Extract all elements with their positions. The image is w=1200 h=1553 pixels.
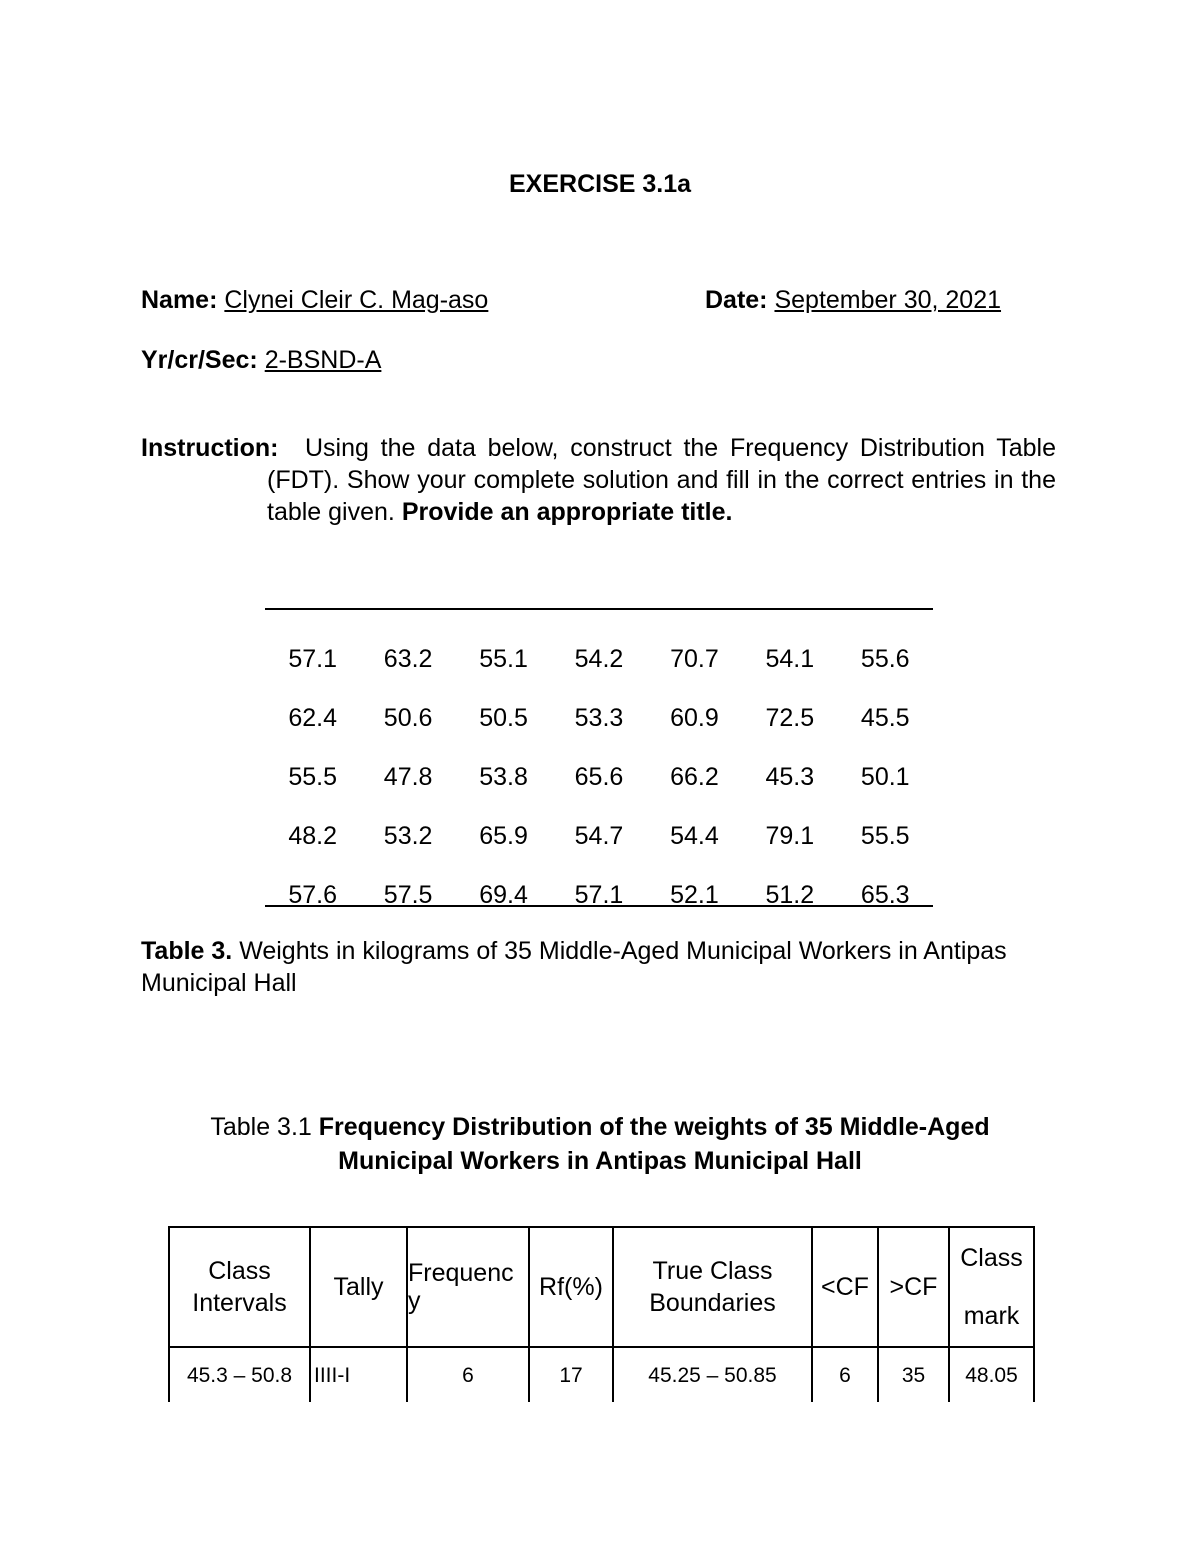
header-class-intervals bbox=[169, 1227, 310, 1347]
page-title: EXERCISE 3.1a bbox=[508, 170, 692, 198]
fdt-title-line2: Municipal Workers in Antipas Municipal Hall bbox=[338, 1147, 862, 1175]
data-cell: 53.8 bbox=[479, 763, 528, 791]
page-cutoff bbox=[0, 1402, 1200, 1553]
name-label: Name: bbox=[141, 286, 218, 314]
header-class-mark-line1: Class bbox=[960, 1244, 1023, 1272]
data-cell: 62.4 bbox=[288, 704, 338, 732]
table3-caption bbox=[141, 935, 1041, 999]
data-cell: 72.5 bbox=[765, 704, 815, 732]
data-cell: 55.1 bbox=[479, 645, 528, 673]
header-rf: Rf(%) bbox=[529, 1227, 613, 1347]
cell-class-mark: 48.05 bbox=[949, 1347, 1034, 1404]
data-bottom-rule bbox=[265, 905, 933, 907]
header-class-intervals-line2: Intervals bbox=[192, 1289, 287, 1317]
data-top-rule bbox=[265, 608, 933, 610]
name-value: Clynei Cleir C. Mag-aso bbox=[224, 286, 489, 314]
date-label: Date: bbox=[705, 286, 768, 314]
header-class-intervals-line1: Class bbox=[208, 1257, 271, 1285]
fdt-title-line1-wrap bbox=[0, 1110, 1200, 1144]
cell-less-cf: 6 bbox=[812, 1347, 878, 1404]
cell-frequency: 6 bbox=[407, 1347, 529, 1404]
data-cell: 54.1 bbox=[765, 645, 815, 673]
header-class-mark bbox=[949, 1227, 1034, 1347]
fdt-title-line2-wrap bbox=[0, 1144, 1200, 1178]
header-boundaries-line1: True Class bbox=[652, 1257, 773, 1285]
data-cell: 50.6 bbox=[383, 704, 433, 732]
section-label: Yr/cr/Sec: bbox=[141, 346, 258, 374]
header-tally: Tally bbox=[310, 1227, 407, 1347]
data-cell: 54.7 bbox=[574, 822, 624, 850]
data-cell: 52.1 bbox=[670, 881, 719, 909]
header-frequency-line2: y bbox=[408, 1287, 421, 1315]
instruction-emphasis: Provide an appropriate title. bbox=[401, 498, 733, 526]
data-cell: 54.2 bbox=[574, 645, 624, 673]
raw-data-table bbox=[265, 630, 933, 925]
data-cell: 51.2 bbox=[765, 881, 815, 909]
header-frequency-line1: Frequenc bbox=[408, 1259, 514, 1287]
data-cell: 65.6 bbox=[574, 763, 624, 791]
data-cell: 57.1 bbox=[288, 645, 338, 673]
table3-caption-label: Table 3. bbox=[141, 937, 233, 965]
instruction-text-wrap bbox=[267, 432, 1056, 528]
cell-greater-cf: 35 bbox=[878, 1347, 949, 1404]
section-value: 2-BSND-A bbox=[264, 346, 382, 374]
instruction-block bbox=[141, 432, 1056, 528]
cell-tally: IIII-I bbox=[310, 1347, 407, 1404]
cell-boundaries: 45.25 – 50.85 bbox=[613, 1347, 812, 1404]
header-frequency bbox=[407, 1227, 529, 1347]
data-cell: 79.1 bbox=[765, 822, 815, 850]
data-cell: 60.9 bbox=[670, 704, 719, 732]
data-row bbox=[265, 807, 933, 866]
data-cell: 57.6 bbox=[288, 881, 338, 909]
data-cell: 53.2 bbox=[383, 822, 433, 850]
cell-interval: 45.3 – 50.8 bbox=[169, 1347, 310, 1404]
header-less-cf: <CF bbox=[812, 1227, 878, 1347]
date-value: September 30, 2021 bbox=[774, 286, 1002, 314]
data-cell: 48.2 bbox=[288, 822, 338, 850]
data-cell: 65.9 bbox=[479, 822, 528, 850]
data-row bbox=[265, 630, 933, 689]
data-cell: 54.4 bbox=[670, 822, 719, 850]
data-cell: 45.5 bbox=[860, 704, 910, 732]
data-cell: 53.3 bbox=[574, 704, 624, 732]
header-boundaries-line2: Boundaries bbox=[649, 1289, 776, 1317]
data-cell: 69.4 bbox=[479, 881, 528, 909]
data-cell: 63.2 bbox=[383, 645, 433, 673]
data-cell: 55.5 bbox=[860, 822, 910, 850]
data-row bbox=[265, 748, 933, 807]
fdt-title-line1: Frequency Distribution of the weights of 35 Middle-Aged bbox=[318, 1113, 990, 1141]
data-row bbox=[265, 866, 933, 925]
data-cell: 55.5 bbox=[288, 763, 338, 791]
instruction-label: Instruction: bbox=[141, 434, 279, 462]
cell-rf: 17 bbox=[529, 1347, 613, 1404]
fdt-header-row bbox=[169, 1227, 1034, 1347]
data-cell: 50.5 bbox=[479, 704, 528, 732]
data-cell: 57.5 bbox=[383, 881, 433, 909]
data-row bbox=[265, 689, 933, 748]
data-cell: 55.6 bbox=[860, 645, 910, 673]
fdt-title-prefix: Table 3.1 bbox=[210, 1113, 312, 1141]
data-cell: 57.1 bbox=[574, 881, 624, 909]
frequency-distribution-table bbox=[168, 1226, 1035, 1404]
header-boundaries bbox=[613, 1227, 812, 1347]
fdt-row bbox=[169, 1347, 1034, 1404]
table3-caption-text: Weights in kilograms of 35 Middle-Aged Municipal Workers in Antipas Municipal Hall bbox=[141, 937, 1007, 997]
header-class-mark-line2: mark bbox=[963, 1302, 1020, 1330]
name-field bbox=[141, 286, 488, 315]
data-cell: 66.2 bbox=[670, 763, 719, 791]
data-cell: 65.3 bbox=[860, 881, 910, 909]
section-field bbox=[141, 346, 381, 375]
date-field bbox=[705, 286, 1001, 315]
data-cell: 50.1 bbox=[860, 763, 910, 791]
data-cell: 47.8 bbox=[383, 763, 433, 791]
instruction-text: Using the data below, construct the Frequency Distribution Table (FDT). Show your complete solution and fill in the correct entries in the table given. bbox=[267, 434, 1056, 526]
data-cell: 70.7 bbox=[670, 645, 719, 673]
header-greater-cf: >CF bbox=[878, 1227, 949, 1347]
fdt-title bbox=[0, 1110, 1200, 1178]
data-cell: 45.3 bbox=[765, 763, 815, 791]
